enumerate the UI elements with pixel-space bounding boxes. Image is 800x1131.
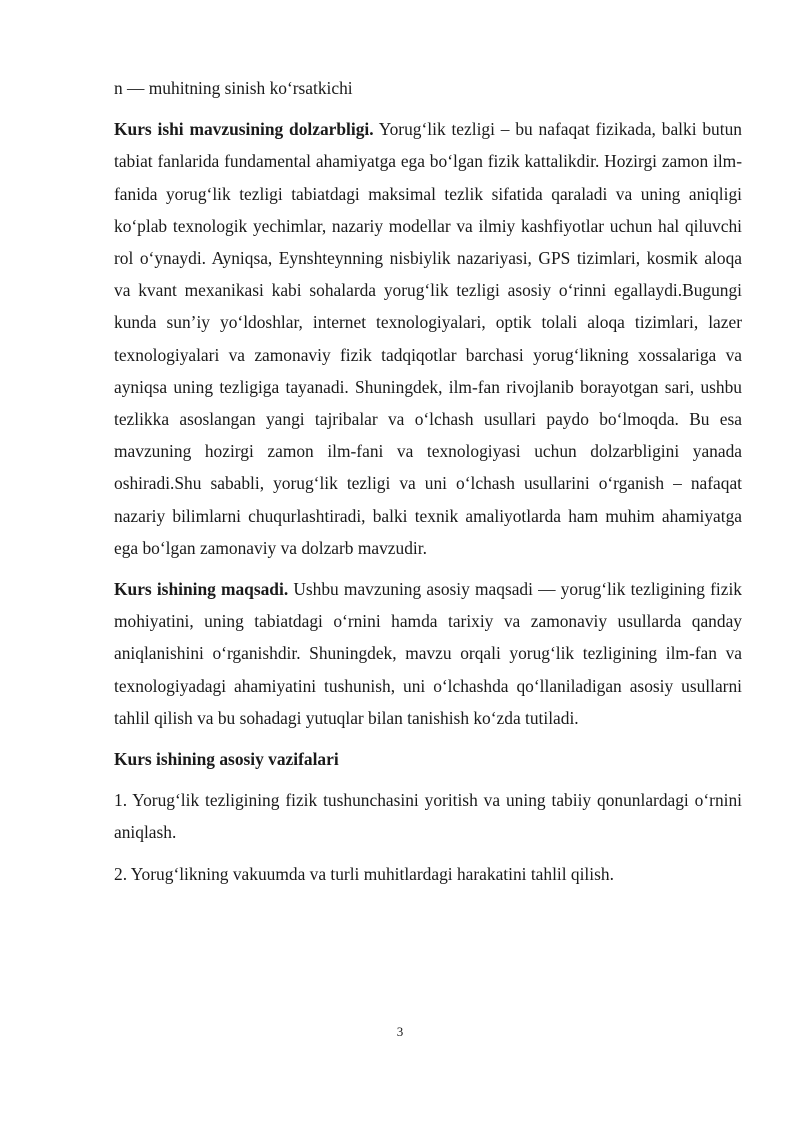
document-page (114, 72, 742, 899)
relevance-heading: Kurs ishi mavzusining dolzarbligi. (114, 119, 374, 140)
tasks-heading: Kurs ishining asosiy vazifalari (114, 749, 339, 770)
intro-line: n — muhitning sinish ko‘rsatkichi (114, 78, 353, 98)
task-item-1: 1. Yorug‘lik tezligining fizik tushunchasini yoritish va uning tabiiy qonunlardagi o‘rnini aniqlash. (114, 790, 742, 843)
task-item-2: 2. Yorug‘likning vakuumda va turli muhitlardagi harakatini tahlil qilish. (114, 863, 614, 884)
relevance-paragraph (114, 113, 742, 564)
page-number: 3 (396, 1024, 404, 1039)
relevance-text: Yorug‘lik tezligi – bu nafaqat fizikada, balki butun tabiat fanlarida fundamental ahamiyatga ega bo‘lgan fizik kattalikdir. Hozirgi zamon ilm-fanida yorug‘lik tezligi tabiatdagi maksimal tezlik sifatida qaraladi va uning aniqligi ko‘plab texnologik yechimlar, nazariy modellar va ilmiy kashfiyotlar uchun hal qiluvchi rol o‘ynaydi. Ayniqsa, Eynshteynning nisbiylik nazariyasi, GPS tizimlari, kosmik aloqa va kvant mexanikasi kabi sohalarda yorug‘lik tezligi asosiy o‘rinni egallaydi.Bugungi kunda sun’iy yo‘ldoshlar, internet texnologiyalari, optik tolali aloqa tizimlari, lazer texnologiyalari va zamonaviy fizik tadqiqotlar barchasi yorug‘likning xossalariga va ayniqsa uning tezligiga tayanadi. Shuningdek, ilm-fan rivojlanib borayotgan sari, ushbu tezlikka asoslangan yangi tajribalar va o‘lchash usullari paydo bo‘lmoqda. Bu esa mavzuning hozirgi zamon ilm-fani va texnologiyasi uchun dolzarbligini yanada oshiradi.Shu sababli, yorug‘lik tezligi va uni o‘lchash usullarini o‘rganish – nafaqat nazariy bilimlarni chuqurlashtiradi, balki texnik amaliyotlarda ham muhim ahamiyatga ega bo‘lgan zamonaviy va dolzarb mavzudir. (114, 119, 742, 558)
goal-text: Ushbu mavzuning asosiy maqsadi — yorug‘lik tezligining fizik mohiyatini, uning tabiatdagi o‘rnini hamda tarixiy va zamonaviy usullarda qanday aniqlanishini o‘rganishdir. Shuningdek, mavzu orqali yorug‘lik tezligining ilm-fan va texnologiyadagi ahamiyatini tushunish, uni o‘lchashda qo‘llaniladigan asosiy usullarni tahlil qilish va bu sohadagi yutuqlar bilan tanishish ko‘zda tutiladi. (114, 579, 742, 728)
goal-heading: Kurs ishining maqsadi. (114, 579, 289, 600)
goal-paragraph (114, 573, 742, 734)
